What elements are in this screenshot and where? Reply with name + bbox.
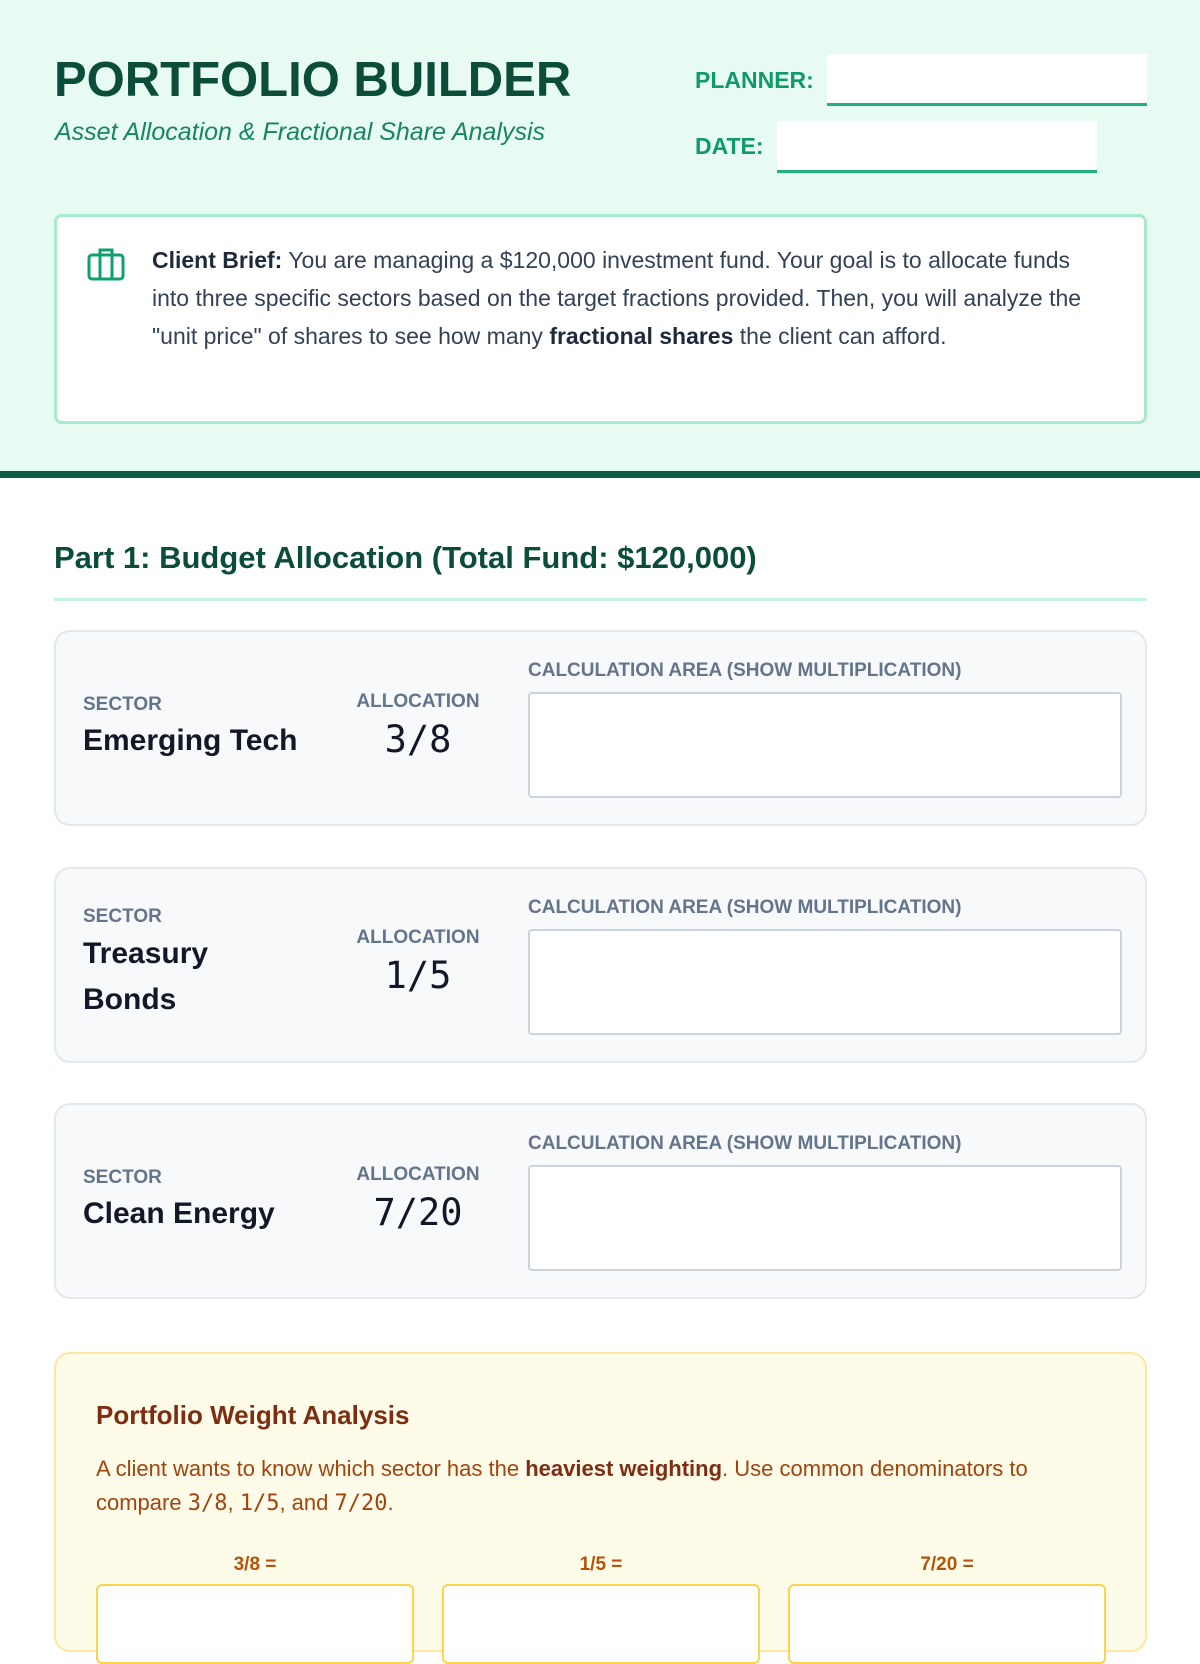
part1-title: Part 1: Budget Allocation (Total Fund: $120,000) [54,540,757,575]
separator: , [227,1490,240,1515]
sector-card-clean-energy [54,1103,1147,1299]
page-subtitle: Asset Allocation & Fractional Share Analysis [55,118,546,146]
calculation-label: CALCULATION AREA (SHOW MULTIPLICATION) [528,1133,962,1154]
page-title: PORTFOLIO BUILDER [54,53,572,107]
brief-text-part1: You are managing a $120,000 investment fund. Your goal is to allocate funds into three specific sectors based on the target fractions provided. Then, you will analyze the "unit price" of shares to see how many [152,247,1082,349]
fraction-1-5: 1/5 [239,1491,280,1516]
allocation-value: 1/5 [384,954,452,997]
planner-input[interactable] [827,54,1147,106]
allocation-label: ALLOCATION [356,927,480,948]
allocation-label: ALLOCATION [356,1164,480,1185]
fraction-3-8: 3/8 [187,1491,228,1516]
briefcase-icon [87,247,125,281]
sector-label: SECTOR [83,906,162,927]
compare-label-1-5: 1/5 = [579,1554,623,1575]
analysis-title: Portfolio Weight Analysis [96,1400,410,1430]
analysis-text-part2: . Use common denominators to compare [96,1456,1028,1515]
analysis-text [96,1452,1056,1521]
compare-label-3-8: 3/8 = [233,1554,277,1575]
separator: , and [279,1490,335,1515]
allocation-value: 7/20 [373,1191,463,1234]
calculation-input[interactable] [528,929,1122,1035]
allocation-label: ALLOCATION [356,691,480,712]
sector-label: SECTOR [83,694,162,715]
calculation-label: CALCULATION AREA (SHOW MULTIPLICATION) [528,660,962,681]
brief-text-part2: the client can afford. [733,323,947,349]
compare-input-3-8[interactable] [96,1584,414,1664]
part1-divider [54,598,1147,601]
weight-analysis-box [54,1352,1147,1652]
calculation-label: CALCULATION AREA (SHOW MULTIPLICATION) [528,897,962,918]
sector-name: Clean Energy [83,1197,275,1230]
calculation-input[interactable] [528,692,1122,798]
client-brief-box [54,214,1147,424]
allocation-value: 3/8 [384,718,452,761]
date-input[interactable] [777,121,1097,173]
compare-input-7-20[interactable] [788,1584,1106,1664]
analysis-emphasis: heaviest weighting [525,1456,723,1481]
sector-card-emerging-tech [54,630,1147,826]
planner-label: PLANNER: [695,67,814,93]
sector-card-treasury-bonds [54,867,1147,1063]
fraction-7-20: 7/20 [334,1491,388,1516]
compare-input-1-5[interactable] [442,1584,760,1664]
sentence-end: . [387,1490,394,1515]
analysis-text-part1: A client wants to know which sector has the [96,1456,526,1481]
worksheet-header [0,0,1200,478]
calculation-input[interactable] [528,1165,1122,1271]
brief-lead: Client Brief: [152,247,283,273]
compare-label-7-20: 7/20 = [920,1554,974,1575]
date-label: DATE: [695,133,764,159]
brief-emphasis: fractional shares [549,323,734,349]
sector-name: Emerging Tech [83,724,298,757]
sector-label: SECTOR [83,1167,162,1188]
sector-name: Treasury Bonds [83,937,209,1016]
client-brief-text [152,241,1112,355]
